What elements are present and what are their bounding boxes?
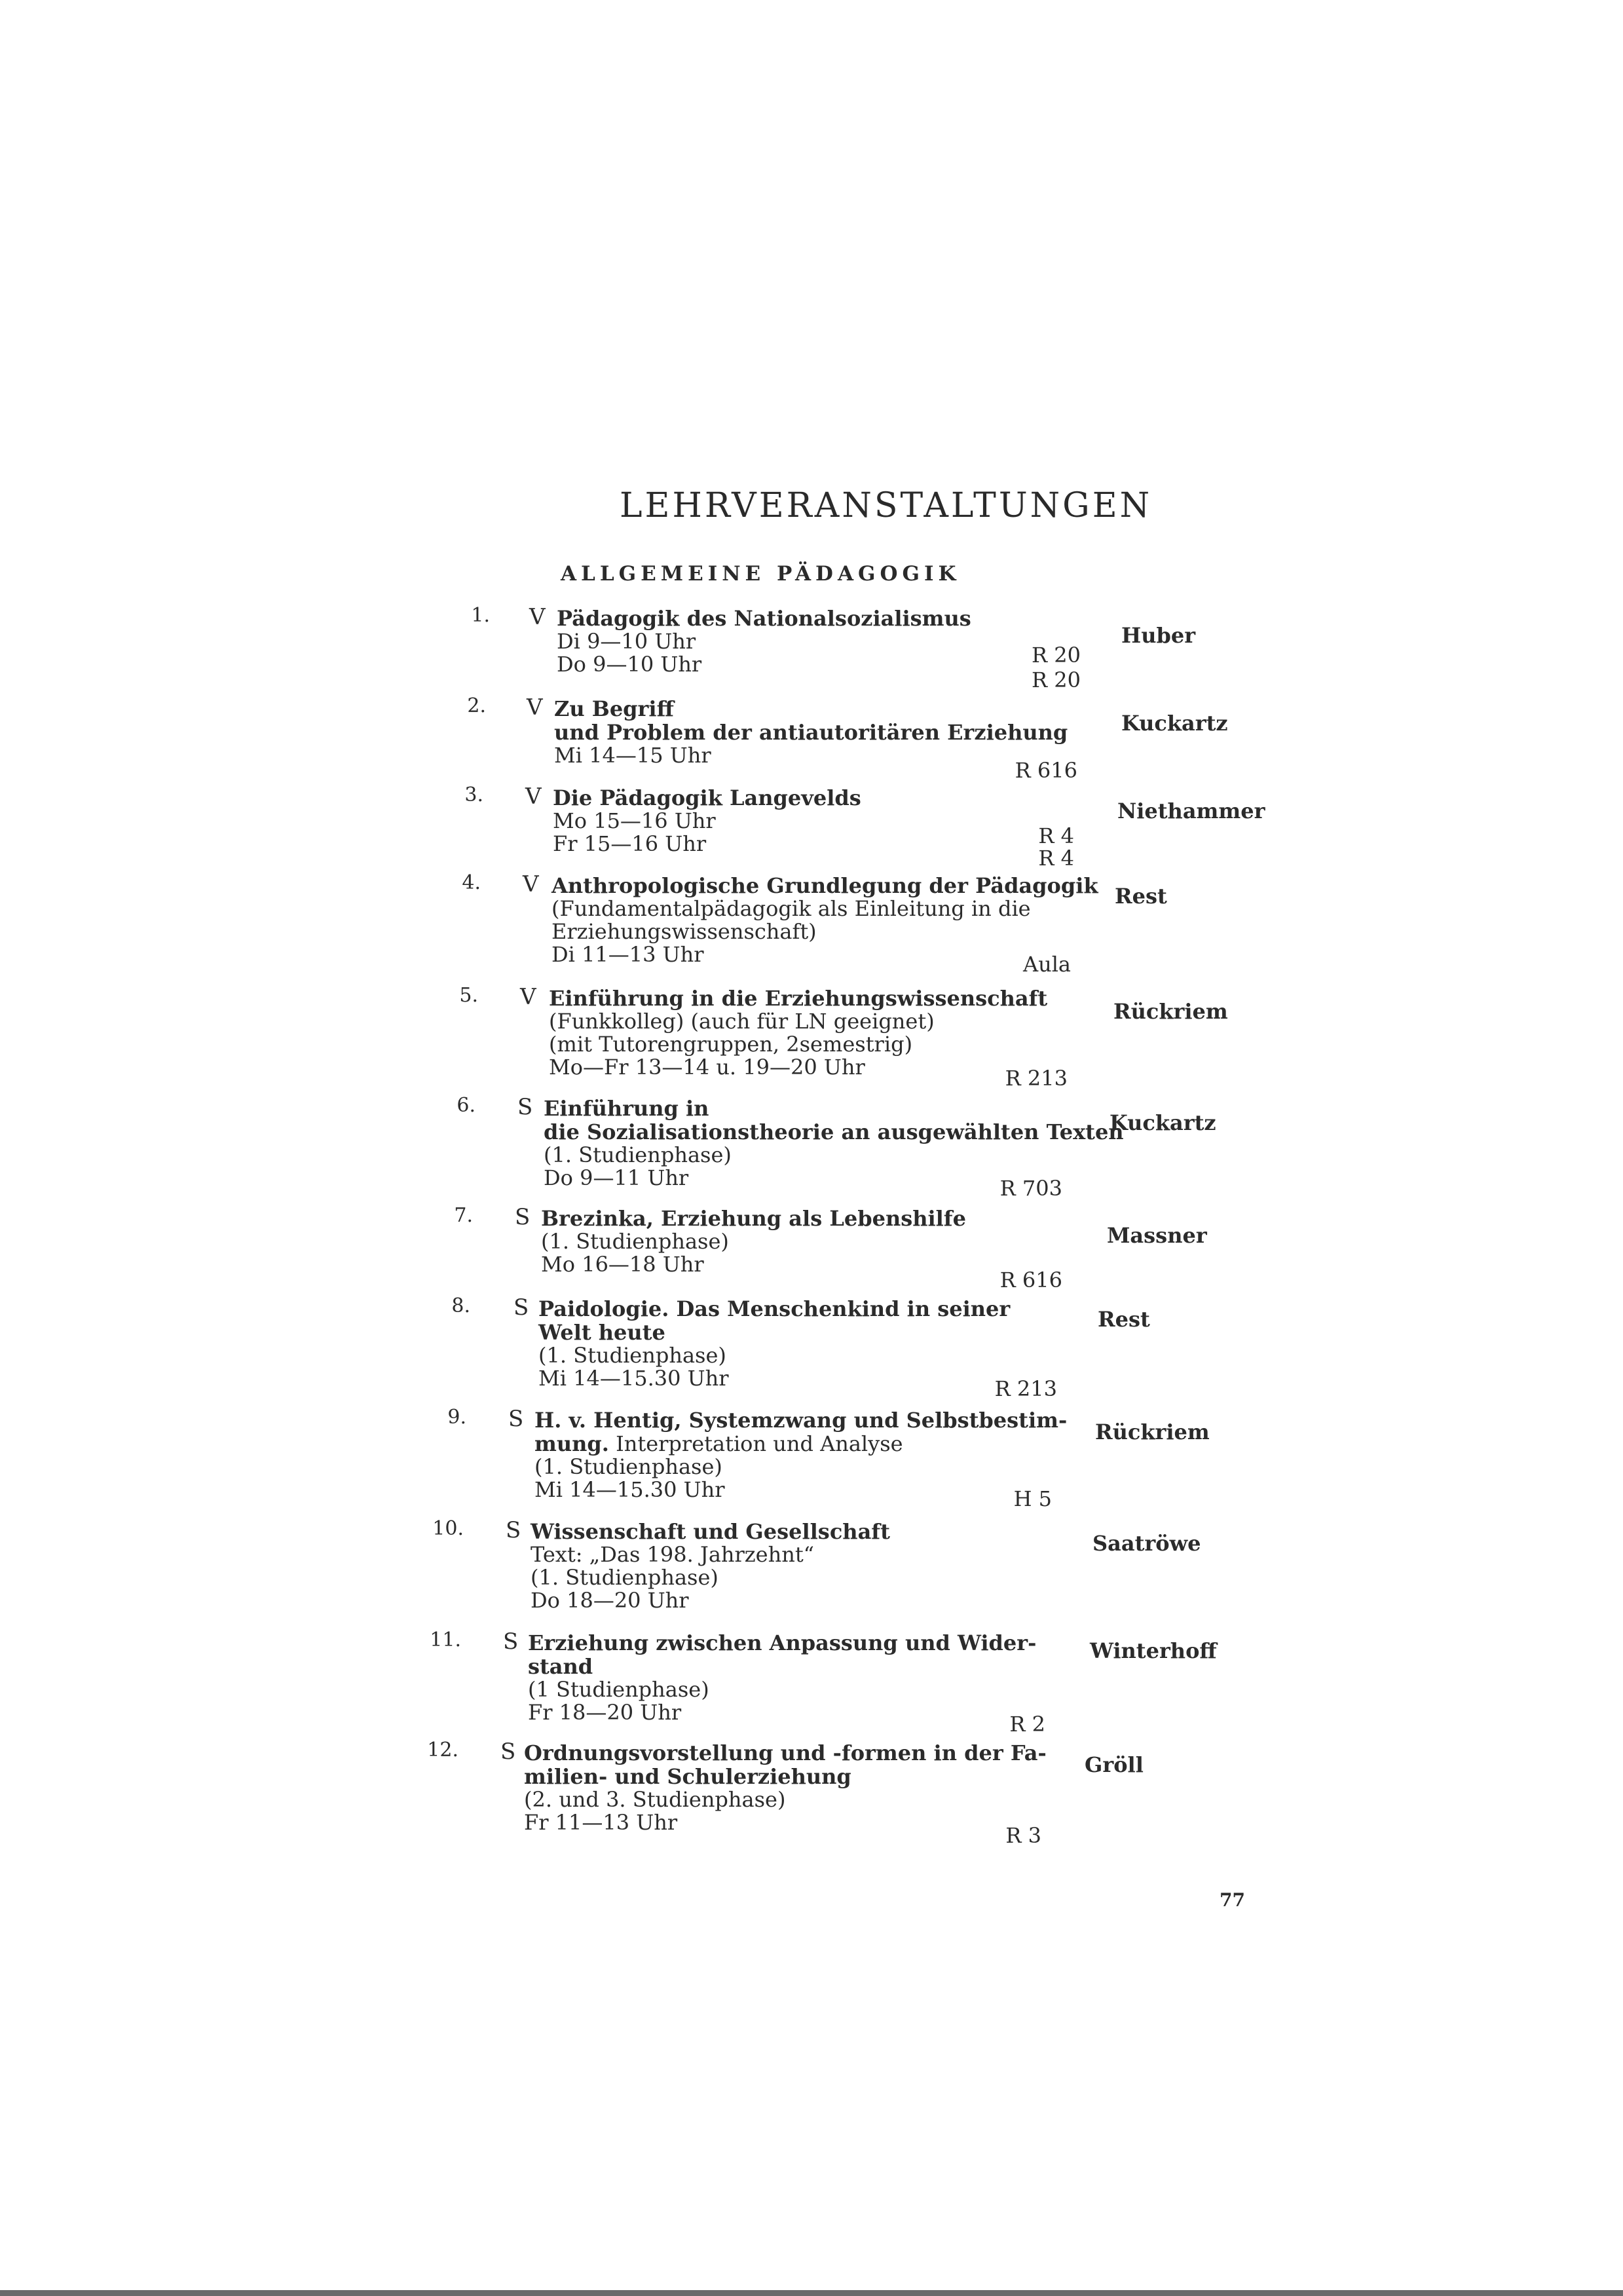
course-room: R 20 [1032,643,1081,668]
course-room: R 616 [1015,758,1077,783]
course-details [553,786,1116,856]
course-type: S [503,1628,519,1655]
course-type: V [529,604,546,630]
course-info-line: Do 18—20 Uhr [531,1588,689,1613]
course-info-line: Mi 14—15.30 Uhr [534,1477,725,1502]
course-room: R 4 [1038,823,1074,848]
course-info-line: Do 9—11 Uhr [544,1165,689,1190]
course-info-line: Di 9—10 Uhr [557,629,696,654]
course-info-line: Mo 15—16 Uhr [553,808,716,833]
course-title: Pädagogik des Nationalsozialismus [557,606,971,631]
course-room: R 616 [999,1268,1062,1292]
course-room: R 3 [1005,1823,1041,1848]
section-heading: ALLGEMEINE PÄDAGOGIK [561,562,961,586]
course-lecturer: Saatröwe [1092,1531,1201,1556]
course-title: Einführung in die Erziehungswissenschaft [549,986,1048,1011]
course-lecturer: Rückriem [1095,1420,1210,1444]
course-type: V [527,694,543,721]
course-title: Erziehung zwischen Anpassung und Wider- stand [528,1630,1037,1679]
course-lecturer: Kuckartz [1121,711,1228,736]
scan-edge [0,2290,1623,2296]
course-type: S [515,1204,531,1230]
course-room: H 5 [1013,1486,1052,1511]
course-type: S [517,1094,533,1120]
course-lecturer: Rückriem [1113,999,1228,1024]
course-info-line: Mi 14—15.30 Uhr [538,1366,729,1391]
course-details [554,697,1117,767]
course-number: 1. [471,604,490,627]
course-info-line: Fr 15—16 Uhr [553,831,707,856]
course-title: Anthropologische Grundlegung der Pädagogik [551,873,1098,898]
course-info-line: Mi 14—15 Uhr [554,743,711,768]
course-room: R 213 [994,1376,1057,1401]
course-info-line: (1. Studienphase) [534,1454,722,1479]
course-number: 11. [430,1628,461,1651]
course-lecturer: Rest [1115,884,1167,909]
course-type: S [506,1517,521,1543]
course-lecturer: Kuckartz [1110,1110,1216,1135]
course-type: S [513,1294,529,1321]
course-room: R 20 [1032,668,1081,692]
course-details [524,1741,1087,1834]
course-number: 4. [462,871,481,894]
course-info-line: (1. Studienphase) [531,1565,718,1590]
course-room: R 4 [1038,846,1074,871]
course-type: V [520,984,536,1010]
course-number: 2. [467,694,486,717]
course-number: 12. [427,1739,458,1761]
course-room: R 2 [1009,1712,1045,1737]
course-room: R 213 [1005,1066,1068,1091]
course-info-line: (Funkkolleg) (auch für LN geeignet) [549,1009,935,1034]
course-info-line: (Fundamentalpädagogik als Einleitung in die [551,896,1031,921]
course-room: Aula [1022,952,1071,977]
course-info-line: (1. Studienphase) [538,1343,726,1368]
course-type: S [508,1406,524,1432]
course-title: Einführung in die Sozialisationstheorie an ausgewählten Texten [544,1096,1124,1144]
course-info-line: Do 9—10 Uhr [557,652,702,677]
course-number: 5. [459,984,478,1007]
course-info-line: (1. Studienphase) [541,1229,729,1254]
course-title: Zu Begriff und Problem der antiautoritären Erziehung [554,696,1068,745]
course-info-line: Fr 18—20 Uhr [528,1700,682,1725]
page-heading: LEHRVERANSTALTUNGEN [620,486,1153,525]
course-info-line: Fr 11—13 Uhr [524,1810,678,1835]
course-info-line: Mo 16—18 Uhr [541,1252,704,1277]
course-info-line: Text: „Das 198. Jahrzehnt“ [531,1542,815,1567]
course-lecturer: Huber [1121,623,1196,648]
course-info-line: (mit Tutorengruppen, 2semestrig) [549,1032,913,1057]
course-lecturer: Winterhoff [1090,1638,1217,1663]
course-number: 8. [451,1294,470,1317]
course-title: Ordnungsvorstellung und -formen in der Fa- milien- und Schulerziehung [524,1741,1047,1789]
course-info-line: Erziehungswissenschaft) [551,919,817,944]
course-room: R 703 [999,1176,1062,1201]
course-title: Wissenschaft und Gesellschaft [531,1519,890,1544]
course-title-tail: Interpretation und Analyse [608,1431,903,1456]
course-title: H. v. Hentig, Systemzwang und Selbstbestim- mung. Interpretation und Analyse [534,1408,1068,1456]
course-number: 7. [454,1204,473,1227]
course-type: S [500,1739,516,1765]
course-title: Paidologie. Das Menschenkind in seiner Welt heute [538,1296,1011,1345]
course-info-line: Di 11—13 Uhr [551,942,704,967]
course-number: 6. [457,1094,476,1117]
course-number: 9. [447,1406,466,1429]
course-lecturer: Massner [1107,1223,1207,1248]
course-details [531,1520,1094,1612]
course-info-line: Mo—Fr 13—14 u. 19—20 Uhr [549,1055,865,1080]
course-details [528,1631,1091,1724]
course-type: V [525,783,542,810]
course-title: Die Pädagogik Langevelds [553,785,861,810]
course-details [541,1207,1104,1276]
course-info-line: (1. Studienphase) [544,1142,732,1167]
course-info-line: (2. und 3. Studienphase) [524,1787,786,1812]
course-lecturer: Gröll [1085,1752,1144,1777]
course-type: V [523,871,539,897]
course-title: Brezinka, Erziehung als Lebenshilfe [541,1206,966,1231]
course-info-line: (1 Studienphase) [528,1677,709,1702]
page-number: 77 [1220,1889,1245,1911]
course-lecturer: Rest [1098,1307,1150,1332]
course-number: 10. [432,1517,464,1540]
course-lecturer: Niethammer [1117,799,1265,823]
course-number: 3. [464,783,483,806]
